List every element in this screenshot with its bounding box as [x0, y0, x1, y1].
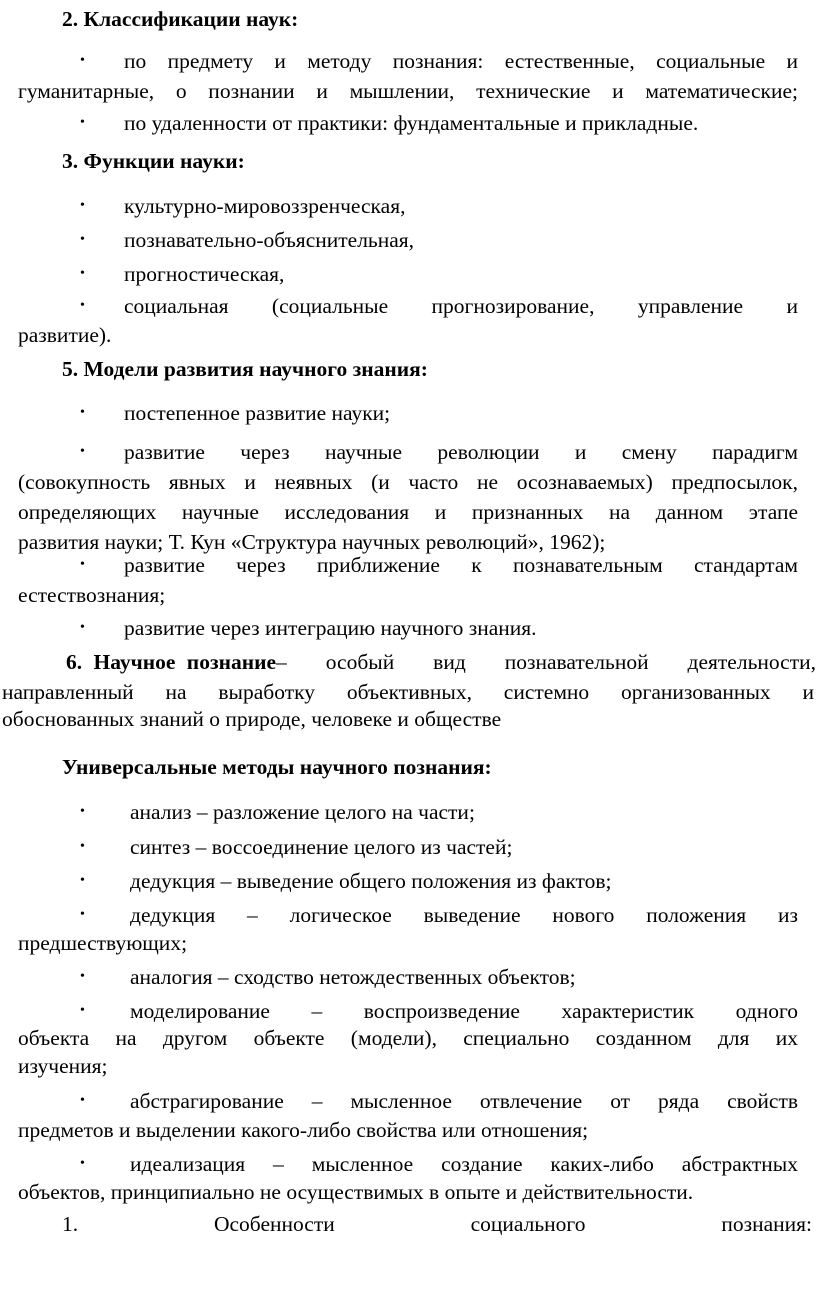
heading-methods: Универсальные методы научного познания: [62, 755, 492, 779]
method-item-7-line-1: абстрагирование – мысленное отвлечение от ряда свойств [130, 1089, 798, 1113]
model-item-2-line-3: определяющих научные исследования и признанных на данном этапе [18, 500, 798, 524]
function-item-3: прогностическая, [124, 262, 285, 286]
classification-item-1-line-2: гуманитарные, о познании и мышлении, технические и математические; [18, 79, 798, 103]
model-item-3-line-1: развитие через приближение к познавательным стандартам [124, 553, 798, 577]
method-item-4-line-2: предшествующих; [18, 931, 188, 955]
model-item-2-line-1: развитие через научные революции и смену парадигм [124, 440, 798, 464]
bullet-icon: • [80, 232, 85, 247]
model-item-2-line-4: развития науки; Т. Кун «Структура научных революций», 1962); [18, 530, 606, 554]
bullet-icon: • [80, 1093, 85, 1108]
method-item-6-line-2: объекта на другом объекте (модели), специально созданном для их [18, 1026, 798, 1050]
model-item-2-line-2: (совокупность явных и неявных (и часто не осознаваемых) предпосылок, [18, 470, 798, 494]
social-number: 1. [62, 1212, 79, 1236]
bullet-icon: • [80, 804, 85, 819]
model-item-1: постепенное развитие науки; [124, 401, 391, 425]
function-item-2: познавательно-объяснительная, [124, 228, 415, 252]
bullet-icon: • [80, 298, 85, 313]
heading-functions: 3. Функции науки: [62, 149, 245, 173]
definition-line-3: обоснованных знаний о природе, человеке и обществе [2, 707, 502, 731]
bullet-icon: • [80, 1156, 85, 1171]
method-item-2: синтез – воссоединение целого из частей; [130, 835, 513, 859]
method-item-4-line-1: дедукция – логическое выведение нового положения из [130, 903, 798, 927]
heading-models: 5. Модели развития научного знания: [62, 357, 428, 381]
function-item-4-line-1: социальная (социальные прогнозирование, управление и [124, 294, 798, 318]
classification-item-2: по удаленности от практики: фундаментальные и прикладные. [124, 111, 699, 135]
bullet-icon: • [80, 839, 85, 854]
bullet-icon: • [80, 873, 85, 888]
bullet-icon: • [80, 444, 85, 459]
heading-classifications: 2. Классификации наук: [62, 7, 299, 31]
definition-line-1 [66, 647, 816, 677]
method-item-7-line-2: предметов и выделении какого-либо свойства или отношения; [18, 1118, 589, 1142]
bullet-icon: • [80, 266, 85, 281]
bullet-icon: • [80, 405, 85, 420]
bullet-icon: • [80, 557, 85, 572]
bullet-icon: • [80, 1003, 85, 1018]
method-item-8-line-2: объектов, принципиально не осуществимых в опыте и действительности. [18, 1180, 694, 1204]
social-heading-line [62, 1209, 812, 1239]
method-item-6-line-1: моделирование – воспроизведение характеристик одного [130, 999, 798, 1023]
function-item-1: культурно-мировоззренческая, [124, 194, 406, 218]
classification-item-1-line-1: по предмету и методу познания: естественные, социальные и [124, 49, 798, 73]
model-item-4: развитие через интеграцию научного знания. [124, 616, 537, 640]
definition-line-1-rest: – особый вид познавательной деятельности, [276, 650, 816, 674]
method-item-3: дедукция – выведение общего положения из фактов; [130, 869, 612, 893]
model-item-3-line-2: естествознания; [18, 583, 166, 607]
bullet-icon: • [80, 53, 85, 68]
bullet-icon: • [80, 907, 85, 922]
function-item-4-line-2: развитие). [18, 323, 112, 347]
method-item-5: аналогия – сходство нетождественных объектов; [130, 965, 576, 989]
bullet-icon: • [80, 620, 85, 635]
social-word-2: социального [470, 1212, 586, 1236]
bullet-icon: • [80, 969, 85, 984]
method-item-1: анализ – разложение целого на части; [130, 800, 475, 824]
definition-term: 6. Научное познание [66, 650, 277, 674]
method-item-8-line-1: идеализация – мысленное создание каких-либо абстрактных [130, 1152, 798, 1176]
method-item-6-line-3: изучения; [18, 1054, 108, 1078]
social-word-3: познания: [721, 1212, 812, 1236]
social-word-1: Особенности [213, 1212, 335, 1236]
definition-line-2: направленный на выработку объективных, системно организованных и [2, 680, 814, 704]
bullet-icon: • [80, 198, 85, 213]
bullet-icon: • [80, 115, 85, 130]
